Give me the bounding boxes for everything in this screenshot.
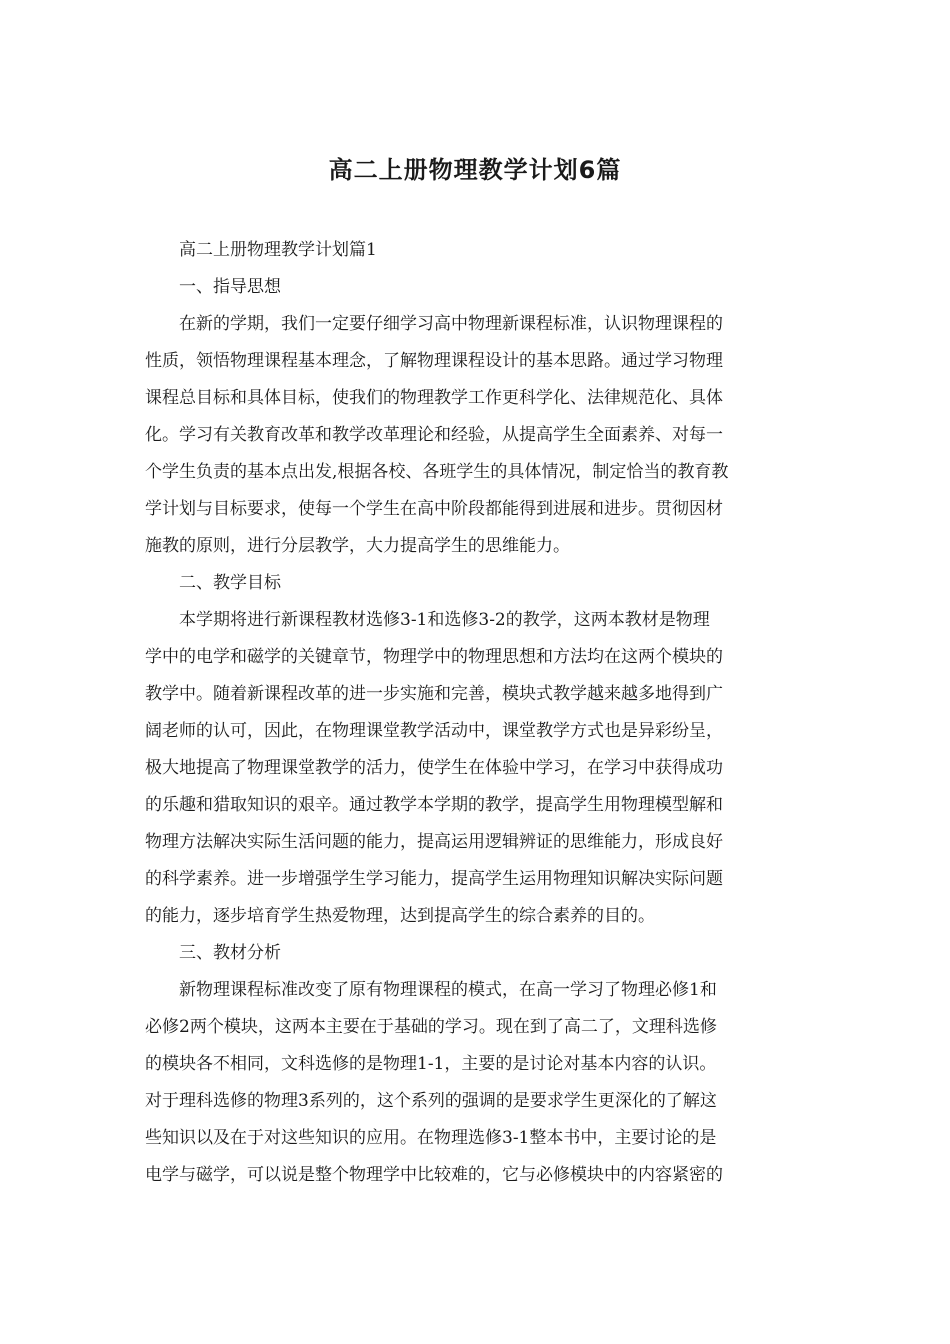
paragraph-guiding-ideology: 在新的学期，我们一定要仔细学习高中物理新课程标准，认识物理课程的 性质，领悟物理课程基本理念，了解物理课程设计的基本思路。通过学习物理 课程总目标和具体目标，使我们的物理教学工作更科学化、法律规范化、具体 化。学习有关教育改革和教学改革理论和经验，从提高学生全面素养、对每一 个学生负责的基本点出发,根据各校、各班学生的具体情况，制定恰当的教育教 学计划与目标要求，使每一个学生在高中阶段都能得到进展和进步。贯彻因材 施教的原则，进行分层教学，大力提高学生的思维能力。 <box>145 314 729 556</box>
subheading-teaching-goals: 二、教学目标 <box>179 573 281 593</box>
document-title: 高二上册物理教学计划6篇 <box>328 156 622 184</box>
paragraph-teaching-goals: 本学期将进行新课程教材选修3-1和选修3-2的教学，这两本教材是物理 学中的电学和磁学的关键章节，物理学中的物理思想和方法均在这两个模块的 教学中。随着新课程改革的进一步实施和完善，模块式教学越来越多地得到广 阔老师的认可，因此，在物理课堂教学活动中，课堂教学方式也是异彩纷呈， 极大地提高了物理课堂教学的活力，使学生在体验中学习，在学习中获得成功 的乐趣和猎取知识的艰辛。通过教学本学期的教学，提高学生用物理模型解和 物理方法解决实际生活问题的能力，提高运用逻辑辨证的思维能力，形成良好 的科学素养。进一步增强学生学习能力，提高学生运用物理知识解决实际问题 的能力，逐步培育学生热爱物理，达到提高学生的综合素养的目的。 <box>145 610 723 926</box>
document-body <box>145 232 805 1194</box>
paragraph-textbook-analysis: 新物理课程标准改变了原有物理课程的模式，在高一学习了物理必修1和 必修2两个模块，这两本主要在于基础的学习。现在到了高二了，文理科选修 的模块各不相同，文科选修的是物理1-1，主要的是讨论对基本内容的认识。 对于理科选修的物理3系列的，这个系列的强调的是要求学生更深化的了解这 些知识以及在于对这些知识的应用。在物理选修3-1整本书中，主要讨论的是 电学与磁学，可以说是整个物理学中比较难的，它与必修模块中的内容紧密的 <box>145 980 723 1185</box>
section-heading: 高二上册物理教学计划篇1 <box>179 240 377 260</box>
subheading-textbook-analysis: 三、教材分析 <box>179 943 281 963</box>
subheading-guiding-ideology: 一、指导思想 <box>179 277 281 297</box>
